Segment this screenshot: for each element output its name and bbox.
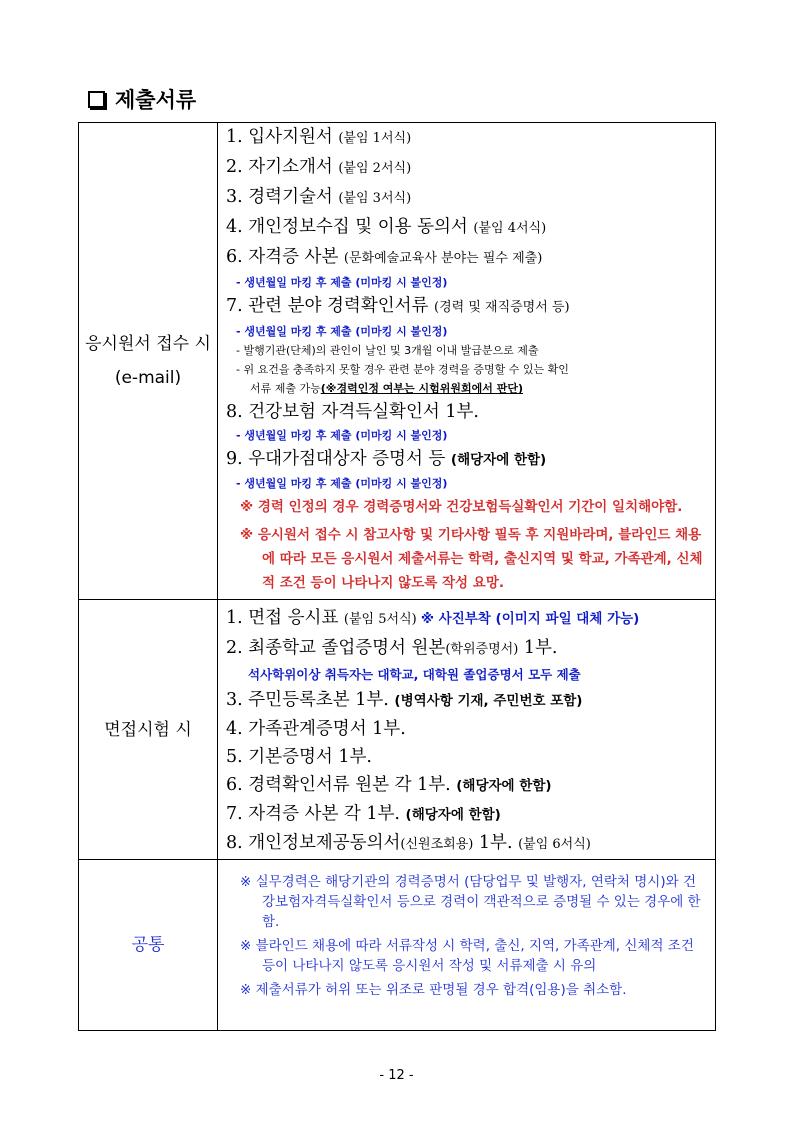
list-item: 3. 경력기술서 (붙임 3서식) — [226, 187, 412, 207]
list-item: 8. 건강보험 자격득실확인서 1부. — [226, 402, 479, 422]
sub-note: - 발행기관(단체)의 관인이 날인 및 3개월 이내 발급분으로 제출 — [236, 344, 539, 357]
common-note: ※ 실무경력은 해당기관의 경력증명서 (담당업무 및 발행자, 연락처 명시)와 건강보험자격득실확인서 등으로 경력이 객관적으로 증명될 수 있는 경우에 한함. — [240, 874, 701, 930]
checkbox-icon — [88, 91, 105, 108]
list-item: 6. 자격증 사본 (문화예술교육사 분야는 필수 제출) — [226, 247, 543, 267]
list-item: 5. 기본증명서 1부. — [226, 747, 372, 767]
apply-documents — [218, 123, 716, 600]
section-title: 제출서류 — [88, 84, 196, 114]
row-label-interview: 면접시험 시 — [79, 600, 218, 860]
common-note: ※ 블라인드 채용에 따라 서류작성 시 학력, 출신, 지역, 가족관계, 신체적 조건 등이 나타나지 않도록 응시원서 작성 및 서류제출 시 유의 — [240, 938, 694, 974]
table-row — [79, 123, 716, 600]
list-item: 3. 주민등록초본 1부. (병역사항 기재, 주민번호 포함) — [226, 690, 583, 710]
common-note: ※ 제출서류가 허위 또는 위조로 판명될 경우 합격(임용)을 취소함. — [240, 982, 627, 998]
list-item: 2. 최종학교 졸업증명서 원본(학위증명서) 1부. — [226, 638, 558, 658]
marking-note: - 생년월일 마킹 후 제출 (미마킹 시 불인정) — [236, 477, 448, 490]
list-item: 8. 개인정보제공동의서(신원조회용) 1부. (붙임 6서식) — [226, 833, 591, 853]
list-item: 6. 경력확인서류 원본 각 1부. (해당자에 한함) — [226, 775, 552, 795]
list-item: 4. 개인정보수집 및 이용 동의서 (붙임 4서식) — [226, 217, 547, 237]
list-item: 1. 면접 응시표 (붙임 5서식) ※ 사진부착 (이미지 파일 대체 가능) — [226, 608, 640, 628]
list-item: 4. 가족관계증명서 1부. — [226, 719, 406, 739]
page-number: - 12 - — [379, 1068, 414, 1083]
common-notes — [218, 860, 716, 1031]
row-label-apply: 응시원서 접수 시 (e-mail) — [79, 123, 218, 600]
table-row — [79, 600, 716, 860]
marking-note: - 생년월일 마킹 후 제출 (미마킹 시 불인정) — [236, 276, 448, 289]
marking-note: - 생년월일 마킹 후 제출 (미마킹 시 불인정) — [236, 325, 448, 338]
table-row — [79, 860, 716, 1031]
list-item: 9. 우대가점대상자 증명서 등 (해당자에 한함) — [226, 449, 547, 469]
sub-note: 서류 제출 가능(※경력인정 여부는 시험위원회에서 판단) — [250, 382, 524, 395]
list-item: 7. 관련 분야 경력확인서류 (경력 및 재직증명서 등) — [226, 296, 570, 316]
list-item: 1. 입사지원서 (붙임 1서식) — [226, 127, 412, 147]
warning-note: ※ 경력 인정의 경우 경력증명서와 건강보험득실확인서 기간이 일치해야함. — [240, 499, 683, 515]
degree-note: 석사학위이상 취득자는 대학교, 대학원 졸업증명서 모두 제출 — [248, 667, 581, 682]
sub-note: - 위 요건을 충족하지 못할 경우 관련 분야 경력을 증명할 수 있는 확인 — [236, 363, 569, 376]
marking-note: - 생년월일 마킹 후 제출 (미마킹 시 불인정) — [236, 429, 448, 442]
documents-table — [78, 122, 716, 1031]
warning-note: ※ 응시원서 접수 시 참고사항 및 기타사항 필독 후 지원바라며, 블라인드 채용에 따라 모든 응시원서 제출서류는 학력, 출신지역 및 학교, 가족관계, 신체적 조건 등이 나타나지 않도록 작성 요망. — [240, 527, 703, 591]
list-item: 2. 자기소개서 (붙임 2서식) — [226, 157, 412, 177]
interview-documents — [218, 600, 716, 860]
row-label-common: 공통 — [79, 860, 218, 1031]
list-item: 7. 자격증 사본 각 1부. (해당자에 한함) — [226, 804, 501, 824]
